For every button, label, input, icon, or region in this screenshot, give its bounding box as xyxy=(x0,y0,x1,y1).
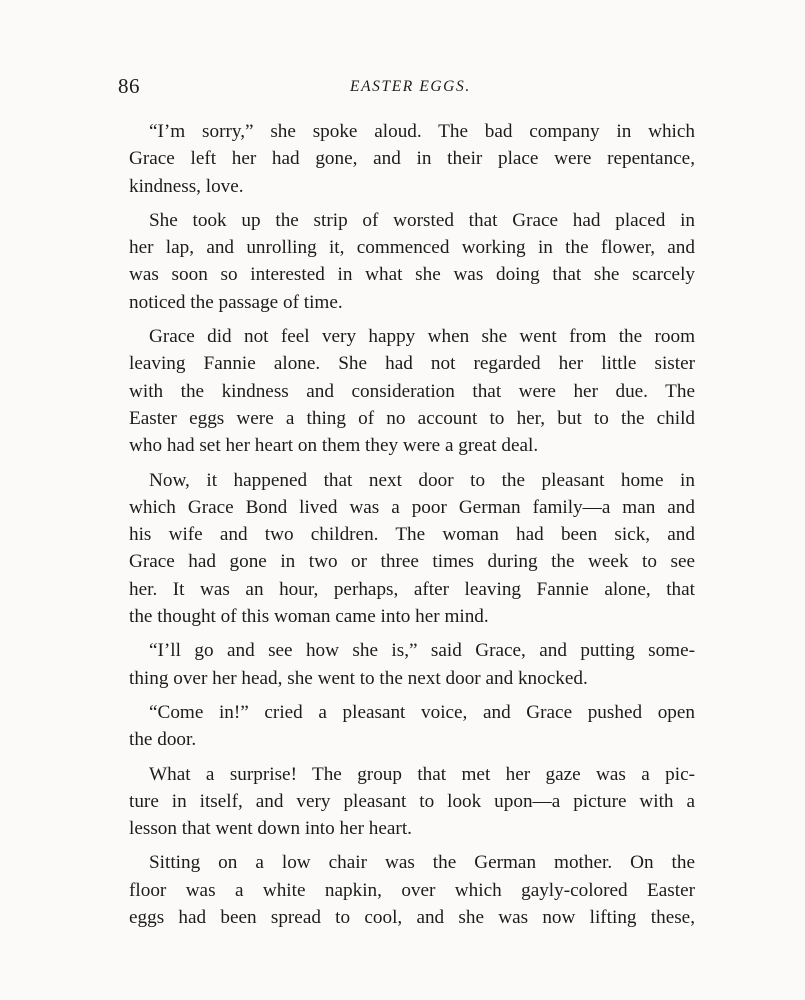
paragraph xyxy=(129,637,695,692)
text-line: eggs had been spread to cool, and she was now lifting these, xyxy=(129,907,695,929)
text-line: Easter eggs were a thing of no account to her, but to the child xyxy=(129,407,695,429)
text-line: “Come in!” cried a pleasant voice, and Grace pushed open xyxy=(149,701,695,723)
text-line: “I’ll go and see how she is,” said Grace, and putting some- xyxy=(149,640,695,662)
text-line: Grace had gone in two or three times during the week to see xyxy=(129,551,695,573)
text-line: with the kindness and consideration that were her due. The xyxy=(129,380,695,402)
text-line: She took up the strip of worsted that Grace had placed in xyxy=(149,209,695,231)
text-line: his wife and two children. The woman had been sick, and xyxy=(129,524,695,546)
text-line: her. It was an hour, perhaps, after leaving Fannie alone, that xyxy=(129,578,695,600)
text-line: noticed the passage of time. xyxy=(129,291,343,313)
paragraph xyxy=(129,323,695,459)
text-line: kindness, love. xyxy=(129,175,244,197)
text-line: who had set her heart on them they were a great deal. xyxy=(129,435,539,457)
text-line: which Grace Bond lived was a poor German family—a man and xyxy=(129,496,695,518)
paragraph xyxy=(129,118,695,200)
page-header xyxy=(118,74,692,102)
text-line: leaving Fannie alone. She had not regarded her little sister xyxy=(129,353,695,375)
running-head: EASTER EGGS. xyxy=(350,78,471,95)
text-line: What a surprise! The group that met her gaze was a pic- xyxy=(149,763,695,785)
paragraph xyxy=(129,849,695,931)
text-line: the door. xyxy=(129,729,197,751)
text-line: the thought of this woman came into her mind. xyxy=(129,606,489,628)
text-line: lesson that went down into her heart. xyxy=(129,818,412,840)
text-line: Sitting on a low chair was the German mother. On the xyxy=(149,852,695,874)
text-line: was soon so interested in what she was doing that she scarcely xyxy=(129,264,695,286)
text-line: Grace did not feel very happy when she went from the room xyxy=(149,326,695,348)
text-line: her lap, and unrolling it, commenced working in the flower, and xyxy=(129,237,695,259)
page-number: 86 xyxy=(118,74,140,98)
text-line: ture in itself, and very pleasant to look upon—a picture with a xyxy=(129,790,695,812)
text-line: “I’m sorry,” she spoke aloud. The bad company in which xyxy=(149,121,695,142)
text-line: thing over her head, she went to the next door and knocked. xyxy=(129,667,588,689)
paragraph xyxy=(129,467,695,631)
text-line: Now, it happened that next door to the pleasant home in xyxy=(149,469,695,491)
body-text xyxy=(129,118,695,931)
paragraph xyxy=(129,761,695,843)
text-line: Grace left her had gone, and in their place were repentance, xyxy=(129,148,695,170)
text-line: floor was a white napkin, over which gayly-colored Easter xyxy=(129,879,695,901)
paragraph xyxy=(129,207,695,316)
paragraph xyxy=(129,699,695,754)
